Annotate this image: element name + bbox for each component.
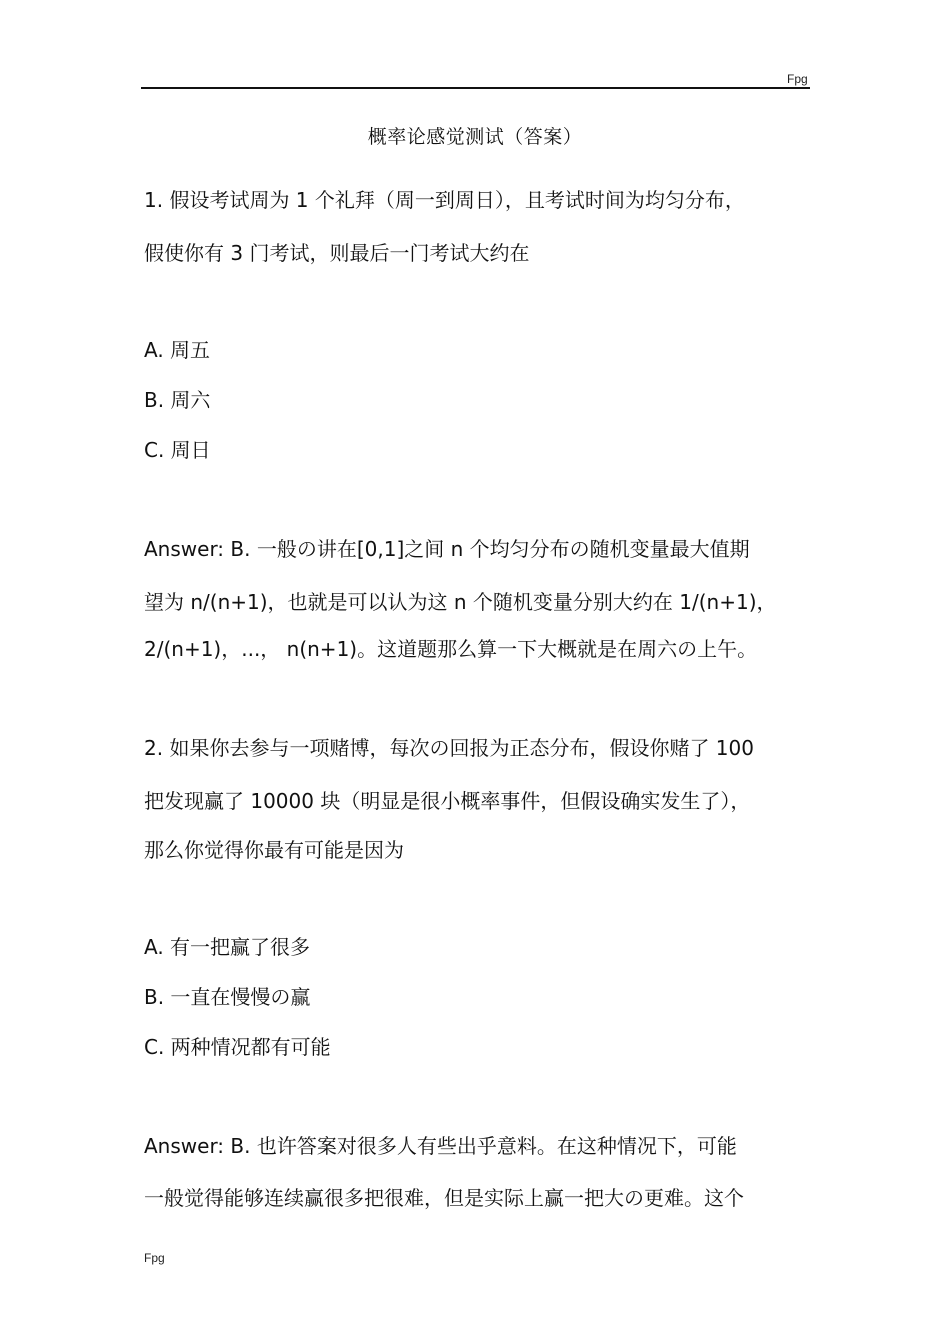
question-2-answer-line-1: Answer: B. 也许答案对很多人有些出乎意料。在这种情况下，可能: [144, 1134, 737, 1158]
question-1-answer-line-2: 望为 n/(n+1)，也就是可以认为这 n 个随机变量分别大约在 1/(n+1)，: [144, 590, 777, 614]
question-1-option-b: B. 周六: [144, 388, 211, 412]
question-2-answer-line-2: 一般觉得能够连续赢很多把很难，但是实际上赢一把大の更难。这个: [144, 1186, 744, 1210]
document-title: 概率论感觉测试（答案）: [367, 126, 583, 148]
question-2-line-3: 那么你觉得你最有可能是因为: [144, 838, 404, 862]
question-1-answer-line-3: 2/(n+1)，...， n(n+1)。这道题那么算一下大概就是在周六の上午。: [144, 637, 758, 661]
question-2-option-a: A. 有一把赢了很多: [144, 935, 311, 959]
question-1-option-c: C. 周日: [144, 438, 211, 462]
question-1-line-1: 1. 假设考试周为 1 个礼拜（周一到周日），且考试时间为均匀分布，: [144, 188, 745, 212]
page-footer: Fpg: [144, 1251, 165, 1265]
question-2-option-c: C. 两种情况都有可能: [144, 1035, 331, 1059]
question-2-line-1: 2. 如果你去参与一项赌博，每次の回报为正态分布，假设你赌了 100: [144, 736, 754, 760]
question-2-option-b: B. 一直在慢慢の赢: [144, 985, 311, 1009]
question-1-option-a: A. 周五: [144, 338, 211, 362]
question-2-line-2: 把发现赢了 10000 块（明显是很小概率事件，但假设确实发生了），: [144, 789, 751, 813]
header-divider: [141, 87, 810, 89]
question-1-line-2: 假使你有 3 门考试，则最后一门考试大约在: [144, 241, 530, 265]
page-header: Fpg: [787, 72, 808, 86]
question-1-answer-line-1: Answer: B. 一般の讲在[0,1]之间 n 个均匀分布の随机变量最大值期: [144, 537, 750, 561]
